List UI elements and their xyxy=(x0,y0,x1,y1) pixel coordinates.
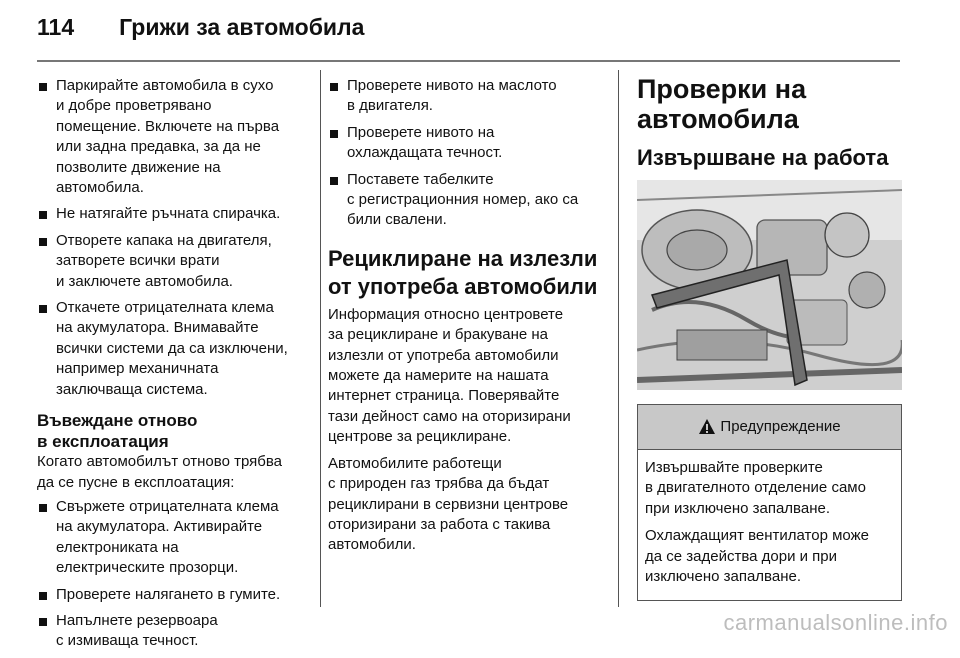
column-2 xyxy=(328,76,606,562)
list-item: Напълнете резервоара с измиваща течност. xyxy=(37,611,309,652)
warning-paragraph-1: Извършвайте проверките в двигателното отделение само при изключено запалване. xyxy=(645,459,866,517)
performing-work-subtitle: Извършване на работа xyxy=(637,145,889,170)
list-item: Откачете отрицателната клема на акумулатора. Внимавайте всички системи да са изключени, например механичната заключваща система. xyxy=(37,298,309,400)
recycling-heading: Рециклиране на излезли от употреба автомобили xyxy=(328,245,598,299)
warning-body xyxy=(638,450,901,600)
check-steps-list xyxy=(328,76,606,231)
warning-box xyxy=(637,404,902,601)
column-3 xyxy=(637,74,902,601)
column-divider-2 xyxy=(618,70,619,607)
recommissioning-heading: Въвеждане отново в експлоатация xyxy=(37,411,198,452)
column-1 xyxy=(37,76,309,658)
list-item: Свържете отрицателната клема на акумулатора. Активирайте електрониката на електрическите прозорци. xyxy=(37,497,309,579)
vehicle-checks-title: Проверки на автомобила xyxy=(637,74,807,134)
list-item: Поставете табелките с регистрационния номер, ако са били свалени. xyxy=(328,170,606,231)
page-header xyxy=(37,14,364,54)
list-item: Отворете капака на двигателя, затворете всички врати и заключете автомобила. xyxy=(37,231,309,292)
list-item: Проверете нивото на охлаждащата течност. xyxy=(328,123,606,164)
warning-header xyxy=(638,405,901,450)
page-number: 114 xyxy=(37,14,75,40)
section-title: Грижи за автомобила xyxy=(119,14,365,40)
list-item: Не натягайте ръчната спирачка. xyxy=(37,204,309,224)
column-divider-1 xyxy=(320,70,321,607)
storage-steps-list xyxy=(37,76,309,400)
recycling-paragraph: Информация относно центровете за рециклиране и бракуване на излезли от употреба автомобили можете да намерите на нашата интернет страница. Поверявайте тази дейност само на оторизирани центрове за рециклиране. xyxy=(328,305,571,446)
header-divider xyxy=(37,60,900,62)
engine-bay-illustration xyxy=(637,180,902,390)
warning-paragraph-2: Охлаждащият вентилатор може да се задейства дори и при изключено запалване. xyxy=(645,527,869,586)
list-item: Проверете налягането в гумите. xyxy=(37,585,309,605)
natural-gas-paragraph: Автомобилите работещи с природен газ трябва да бъдат рециклирани в сервизни центрове оторизирани за работа с такива автомобили. xyxy=(328,454,569,554)
watermark: carmanualsonline.info xyxy=(723,610,948,635)
warning-triangle-icon xyxy=(698,418,716,436)
list-item: Паркирайте автомобила в сухо и добре проветрявано помещение. Включете на първа или задна предавка, за да не позволите движение на автомобила. xyxy=(37,76,309,198)
recommissioning-steps-list xyxy=(37,497,309,652)
recommissioning-intro: Когато автомобилът отново трябва да се пусне в експлоатация: xyxy=(37,453,282,491)
list-item: Проверете нивото на маслото в двигателя. xyxy=(328,76,606,117)
engine-bay-photo xyxy=(637,180,902,390)
warning-label: Предупреждение xyxy=(720,417,841,435)
